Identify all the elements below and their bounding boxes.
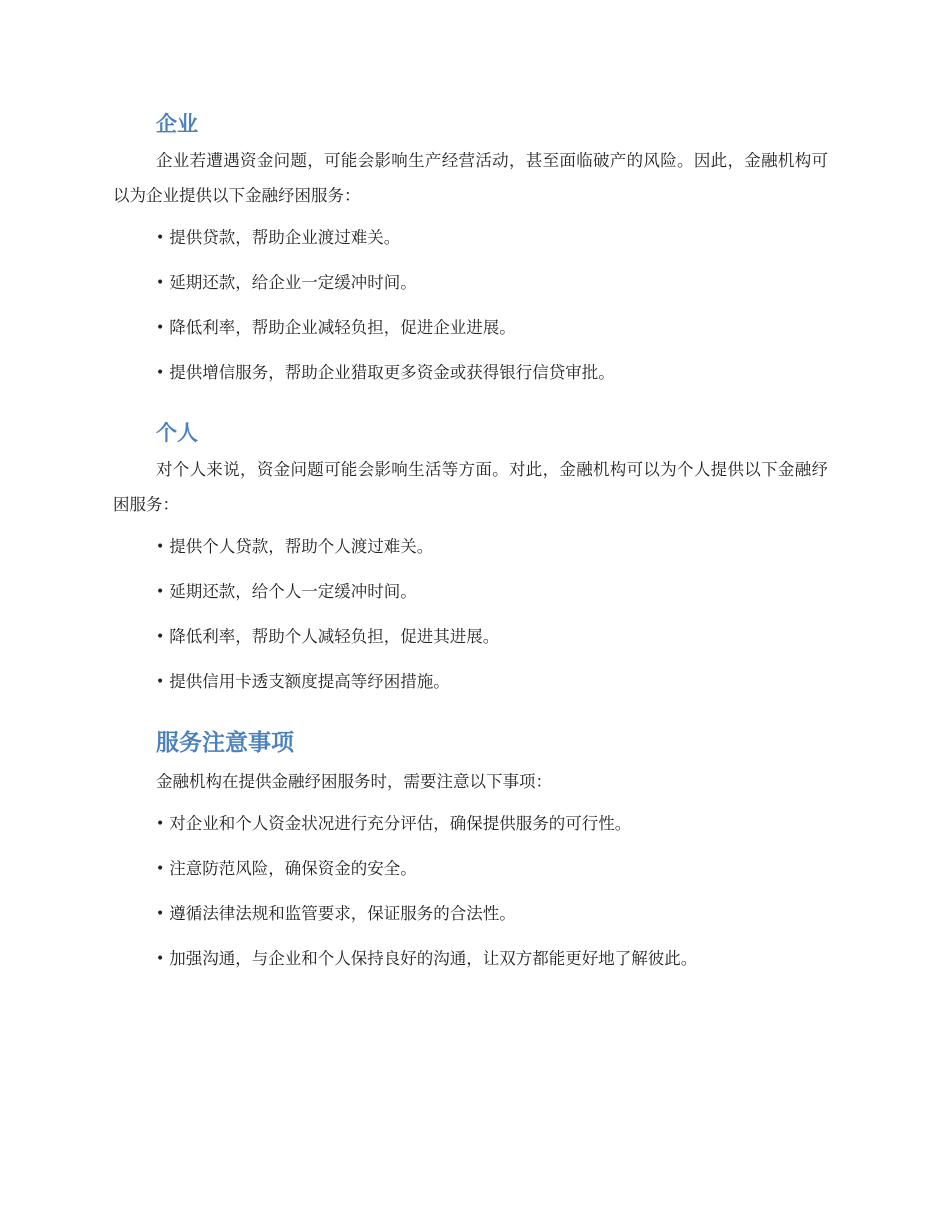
bullet-list [113,801,828,981]
bullet-icon: • [156,906,165,922]
list-item [113,614,828,659]
list-item-text: 提供个人贷款，帮助个人渡过难关。 [169,537,434,556]
list-item-text: 注意防范风险，确保资金的安全。 [169,859,417,878]
list-item-text: 对企业和个人资金状况进行充分评估，确保提供服务的可行性。 [169,814,632,833]
list-item-text: 降低利率，帮助企业减轻负担，促进企业进展。 [169,318,516,337]
section-heading: 企业 [156,112,198,136]
list-item [113,569,828,614]
list-item [113,215,828,260]
list-item [113,936,828,981]
section-heading: 服务注意事项 [156,730,294,756]
list-item-text: 遵循法律法规和监管要求，保证服务的合法性。 [169,904,516,923]
section-paragraph: 企业若遭遇资金问题，可能会影响生产经营活动，甚至面临破产的风险。因此，金融机构可以为企业提供以下金融纾困服务： [113,151,828,205]
list-item [113,659,828,704]
section-enterprise [113,109,828,395]
list-item-text: 提供贷款，帮助企业渡过难关。 [169,228,401,247]
bullet-icon: • [156,320,165,336]
list-item [113,801,828,846]
list-item [113,891,828,936]
bullet-icon: • [156,365,165,381]
bullet-icon: • [156,861,165,877]
bullet-icon: • [156,629,165,645]
bullet-icon: • [156,539,165,555]
bullet-list [113,215,828,395]
bullet-list [113,524,828,704]
bullet-icon: • [156,674,165,690]
bullet-icon: • [156,275,165,291]
list-item [113,846,828,891]
list-item [113,260,828,305]
bullet-icon: • [156,951,165,967]
list-item-text: 延期还款，给个人一定缓冲时间。 [169,582,417,601]
section-heading: 个人 [156,421,198,445]
list-item-text: 延期还款，给企业一定缓冲时间。 [169,273,417,292]
list-item [113,524,828,569]
section-paragraph: 金融机构在提供金融纾困服务时，需要注意以下事项： [156,772,552,791]
list-item [113,350,828,395]
bullet-icon: • [156,584,165,600]
bullet-icon: • [156,230,165,246]
section-service-notes [113,728,828,981]
section-individual [113,418,828,704]
list-item-text: 提供信用卡透支额度提高等纾困措施。 [169,672,450,691]
section-paragraph: 对个人来说，资金问题可能会影响生活等方面。对此，金融机构可以为个人提供以下金融纾困服务： [113,460,828,514]
list-item-text: 降低利率，帮助个人减轻负担，促进其进展。 [169,627,500,646]
list-item [113,305,828,350]
list-item-text: 提供增信服务，帮助企业猎取更多资金或获得银行信贷审批。 [169,363,615,382]
list-item-text: 加强沟通，与企业和个人保持良好的沟通，让双方都能更好地了解彼此。 [169,949,698,968]
bullet-icon: • [156,816,165,832]
